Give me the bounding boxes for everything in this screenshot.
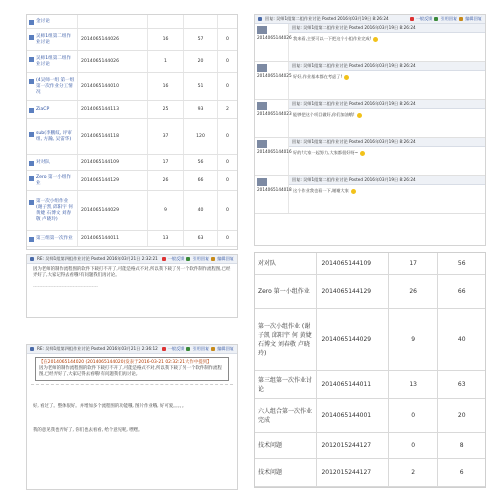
- post-two-actions: [162, 346, 234, 352]
- reply-text-content: 能够把这个项目做好,你们加油哦!: [293, 112, 355, 117]
- topic-id-cell: 2014065144109: [77, 155, 147, 170]
- reply-header-bar: [255, 15, 485, 24]
- extra-count-cell: 0: [217, 51, 237, 72]
- reply-content: [289, 176, 485, 213]
- reply-count-cell: [147, 15, 183, 28]
- edit-icon: [459, 17, 463, 21]
- topic-title-cell[interactable]: [255, 459, 316, 486]
- reply-count-cell: 26: [147, 171, 183, 190]
- post-two-header-bar: [27, 345, 237, 354]
- reply-author: [255, 100, 292, 137]
- view-count-cell: 66: [437, 275, 485, 308]
- topic-id-cell: 2014065144001: [316, 399, 387, 432]
- view-count-cell: 93: [183, 101, 217, 118]
- quote-icon: [434, 17, 438, 21]
- topic-table-bottom-right: [254, 252, 486, 488]
- extra-count-cell: 0: [217, 191, 237, 230]
- topic-title[interactable]: 六人组合第一次作业完成: [258, 407, 313, 424]
- extra-count-cell: 0: [217, 29, 237, 50]
- reply-content: [289, 138, 485, 175]
- post-one-signature: -----------------------------------------: [33, 285, 98, 290]
- topic-icon: [29, 57, 34, 62]
- topic-title-cell[interactable]: [255, 253, 316, 274]
- view-count-cell: 63: [183, 231, 217, 246]
- reply-bar: [289, 176, 485, 185]
- topic-title[interactable]: ZiaCP: [36, 106, 50, 112]
- reply-text: [289, 33, 485, 45]
- topic-title[interactable]: 第三组第一次作业: [36, 235, 73, 241]
- topic-title-cell[interactable]: [27, 174, 77, 188]
- table-row[interactable]: [255, 459, 485, 487]
- post-one: [26, 254, 238, 318]
- topic-id-cell: 2014065144026: [77, 51, 147, 72]
- reply-count-cell: 17: [388, 253, 438, 274]
- reply-item: [255, 62, 485, 100]
- reply-text-content: 好好,作业基本都在考虑了!: [293, 74, 343, 79]
- reply-item: [255, 24, 485, 62]
- emoticon-icon: [357, 113, 362, 118]
- reply-content: [289, 24, 485, 61]
- topic-id-cell: 2012015244127: [316, 459, 387, 486]
- extra-count-cell: 0: [217, 119, 237, 154]
- reply-author: [255, 176, 292, 213]
- feedback-icon: [410, 17, 414, 21]
- topic-id-cell: 2014065144129: [77, 171, 147, 190]
- reply-author: [255, 62, 292, 99]
- feedback-link[interactable]: 一般反馈: [167, 256, 185, 261]
- extra-count-cell: [217, 15, 237, 28]
- reply-text-content: 我来看,主要可以一下把这个小组作业完成!: [293, 36, 372, 41]
- topic-icon: [29, 108, 34, 113]
- topic-id-cell: 2014065144026: [77, 29, 147, 50]
- feedback-icon: [162, 257, 166, 261]
- reply-count-cell: 2: [388, 459, 438, 486]
- view-count-cell: 66: [183, 171, 217, 190]
- table-row[interactable]: [255, 371, 485, 399]
- topic-id-cell: 2012015244127: [316, 433, 387, 458]
- topic-id-cell: 2014065144129: [316, 275, 387, 308]
- reply-count-cell: 17: [147, 155, 183, 170]
- reply-count-cell: 0: [388, 433, 438, 458]
- reply-bar-title: 回复: 吴师1组第二组作业讨论 Posted 2016年03月19日 8:26:24: [292, 139, 416, 144]
- reply-count-cell: 13: [147, 231, 183, 246]
- table-row[interactable]: [27, 171, 237, 191]
- extra-count-cell: 2: [217, 101, 237, 118]
- view-count-cell: [183, 15, 217, 28]
- divider: [31, 384, 233, 385]
- table-row[interactable]: [27, 101, 237, 119]
- table-row[interactable]: [27, 29, 237, 51]
- topic-title-cell[interactable]: [255, 399, 316, 432]
- reply-item: [255, 176, 485, 214]
- reply-text: [289, 71, 485, 83]
- topic-title[interactable]: 金讨论: [36, 18, 50, 24]
- reply-bar-title: 回复: 吴师1组第二组作业讨论 Posted 2016年03月19日 8:26:24: [292, 101, 416, 106]
- topic-id-cell: 2014065144113: [77, 101, 147, 118]
- reply-content: [289, 100, 485, 137]
- topic-title-cell[interactable]: [27, 106, 77, 114]
- extra-count-cell: 0: [217, 231, 237, 246]
- edit-icon: [211, 257, 215, 261]
- reply-text: [289, 185, 485, 197]
- topic-title-cell[interactable]: [27, 198, 77, 224]
- edit-reply-link[interactable]: 编辑回复: [217, 256, 234, 261]
- reply-count-cell: 13: [388, 371, 438, 398]
- quote-reply-link[interactable]: 引用回复: [440, 16, 458, 21]
- topic-title-cell[interactable]: [255, 371, 316, 398]
- topic-title[interactable]: (4吴师一组 第一组 第一次作业分工情况: [36, 77, 75, 95]
- topic-icon: [29, 237, 34, 242]
- reply-bar: [289, 100, 485, 109]
- view-count-cell: 20: [437, 399, 485, 432]
- view-count-cell: 8: [437, 433, 485, 458]
- post-two-body: 好, 看过了。整体很好。并增加多个流程图的功能哦, 图片作业哦, 好可爱。。。。。: [33, 404, 187, 409]
- emoticon-icon: [373, 37, 378, 42]
- reply-count-cell: 9: [147, 191, 183, 230]
- topic-title[interactable]: 吴师1组第二组作业讨论: [36, 55, 72, 67]
- reply-bar: [289, 62, 485, 71]
- post-one-actions: [162, 256, 234, 262]
- topic-title[interactable]: 第一次小组作业 (谢子凯 邱阳宇 何 黄婕 石博文 刘春敬 卢晓玲): [258, 322, 312, 357]
- view-count-cell: 6: [437, 459, 485, 486]
- post-one-header-bar: [27, 255, 237, 264]
- reply-author-id[interactable]: 2014065144026: [257, 35, 292, 40]
- post-two-footer: 我的意见我也弄好了, 你们也去看看, 给个意见呢, 嘿嘿。: [33, 428, 143, 433]
- reply-author: [255, 24, 292, 61]
- reply-count-cell: 26: [388, 275, 438, 308]
- emoticon-icon: [351, 189, 356, 194]
- topic-title-cell[interactable]: [27, 33, 77, 47]
- reply-actions: [410, 16, 482, 22]
- topic-icon: [29, 79, 34, 84]
- table-row[interactable]: [255, 399, 485, 433]
- view-count-cell: 63: [437, 371, 485, 398]
- quote-text: 因为老师的制作流程图的软件下载打不开了,可能是格式不对,所以我下载了另一个软件制作流程图,已经弄好了,大家记得去看哦!有问题我们再讨论。: [39, 366, 222, 377]
- topic-id-cell: 2014065144109: [316, 253, 387, 274]
- view-count-cell: 120: [183, 119, 217, 154]
- topic-title[interactable]: Zero 第一小组作业: [258, 288, 310, 295]
- topic-title-cell[interactable]: [27, 130, 77, 144]
- table-row[interactable]: [27, 191, 237, 231]
- reply-author-id[interactable]: 2014065144023: [257, 111, 292, 116]
- table-row[interactable]: [255, 433, 485, 459]
- post-icon: [30, 257, 34, 261]
- avatar: [257, 26, 267, 34]
- topic-icon: [29, 35, 34, 40]
- topic-id-cell: 2014065144010: [77, 73, 147, 100]
- topic-table-top-left: [26, 14, 238, 250]
- feedback-link[interactable]: 一般反馈: [415, 16, 433, 21]
- reply-count-cell: 0: [388, 399, 438, 432]
- view-count-cell: 57: [183, 29, 217, 50]
- reply-author-id[interactable]: 2014065144016: [257, 149, 292, 154]
- topic-title-cell[interactable]: [27, 235, 77, 243]
- reply-count-cell: 1: [147, 51, 183, 72]
- topic-title-cell[interactable]: [27, 159, 77, 167]
- reply-bar: [289, 24, 485, 33]
- reply-item: [255, 138, 485, 176]
- avatar: [257, 64, 267, 72]
- view-count-cell: 56: [437, 253, 485, 274]
- view-count-cell: 20: [183, 51, 217, 72]
- topic-icon: [29, 132, 34, 137]
- topic-title-cell[interactable]: [255, 275, 316, 308]
- view-count-cell: 56: [183, 155, 217, 170]
- post-icon: [258, 17, 262, 21]
- avatar: [257, 140, 267, 148]
- reply-content: [289, 62, 485, 99]
- topic-title[interactable]: 技术问题: [258, 469, 283, 476]
- reply-text: [289, 109, 485, 121]
- topic-id-cell: [77, 15, 147, 28]
- reply-item: [255, 100, 485, 138]
- reply-bar-title: 回复: 吴师1组第二组作业讨论 Posted 2016年03月19日 8:26:24: [292, 25, 416, 30]
- reply-text: [289, 147, 485, 159]
- reply-bar-title: 回复: 吴师1组第二组作业讨论 Posted 2016年03月19日 8:26:24: [292, 63, 416, 68]
- topic-icon: [29, 161, 34, 166]
- topic-icon: [29, 20, 34, 25]
- view-count-cell: 40: [183, 191, 217, 230]
- topic-id-cell: 2014065144011: [316, 371, 387, 398]
- reply-list-panel: [254, 14, 486, 246]
- feedback-icon: [162, 347, 166, 351]
- topic-icon: [29, 176, 34, 181]
- table-row[interactable]: [27, 231, 237, 247]
- table-row[interactable]: [27, 51, 237, 73]
- reply-count-cell: 25: [147, 101, 183, 118]
- topic-title-cell[interactable]: [27, 77, 77, 97]
- topic-title[interactable]: 第三组第一次作业讨论: [258, 376, 313, 393]
- emoticon-icon: [360, 151, 365, 156]
- extra-count-cell: 0: [217, 155, 237, 170]
- topic-title-cell[interactable]: [255, 433, 316, 458]
- topic-title[interactable]: 对对队: [258, 260, 277, 267]
- extra-count-cell: 0: [217, 171, 237, 190]
- avatar: [257, 102, 267, 110]
- reply-author-id[interactable]: 2014065144025: [257, 73, 292, 78]
- quote-header: 【在2014065144020 (2014065144020)发表于2016-03-21 02:32:21大作中提到】: [39, 360, 212, 365]
- reply-count-cell: 37: [147, 119, 183, 154]
- extra-count-cell: 0: [217, 73, 237, 100]
- edit-reply-link[interactable]: 编辑回复: [217, 346, 234, 351]
- table-row[interactable]: [255, 253, 485, 275]
- reply-count-cell: 16: [147, 29, 183, 50]
- topic-icon: [29, 200, 34, 205]
- feedback-link[interactable]: 一般反馈: [167, 346, 185, 351]
- view-count-cell: 51: [183, 73, 217, 100]
- post-icon: [30, 347, 34, 351]
- reply-count-cell: 16: [147, 73, 183, 100]
- quote-reply-link[interactable]: 引用回复: [192, 256, 210, 261]
- topic-title-cell[interactable]: [27, 55, 77, 69]
- topic-id-cell: 2014065144029: [77, 191, 147, 230]
- reply-author-id[interactable]: 2014065144018: [257, 187, 292, 192]
- quote-icon: [186, 257, 190, 261]
- topic-title-cell[interactable]: [27, 18, 77, 26]
- reply-text-content: 这个作业我也看一下,谢谢大家: [293, 188, 349, 193]
- topic-id-cell: 2014065144029: [316, 309, 387, 370]
- post-two-header: RE: 吴师1组第四组作业讨论 Posted 2016年03月21日 2:36:12: [37, 346, 158, 351]
- table-row[interactable]: [27, 119, 237, 155]
- reply-items: [255, 24, 485, 214]
- table-row[interactable]: [255, 309, 485, 371]
- reply-bar: [289, 138, 485, 147]
- post-one-body: 因为老师的制作流程图的软件下载打不开了,可能是格式不对,所以我下载了另一个软件制作流程图,已经弄好了,大家记得去看哦!有问题我们再讨论。: [33, 267, 231, 278]
- emoticon-icon: [344, 75, 349, 80]
- table-row[interactable]: [255, 275, 485, 309]
- edit-reply-link[interactable]: 编辑回复: [465, 16, 482, 21]
- topic-id-cell: 2014065144011: [77, 231, 147, 246]
- avatar: [257, 178, 267, 186]
- reply-text-content: 好的!大家一起努力,大家都很好呀~: [293, 150, 359, 155]
- table-row[interactable]: [27, 73, 237, 101]
- reply-bar-title: 回复: 吴师1组第二组作业讨论 Posted 2016年03月19日 8:26:24: [292, 177, 416, 182]
- view-count-cell: 40: [437, 309, 485, 370]
- topic-id-cell: 2014065144118: [77, 119, 147, 154]
- quote-reply-link[interactable]: 引用回复: [192, 346, 210, 351]
- quote-block: [35, 357, 229, 381]
- reply-author: [255, 138, 292, 175]
- table-row[interactable]: [27, 155, 237, 171]
- topic-title[interactable]: 第一次小组作业 (谢子凯 邱阳宇 何 黄婕 石博文 刘春敬 卢晓玲): [36, 198, 73, 222]
- reply-count-cell: 9: [388, 309, 438, 370]
- topic-title[interactable]: Zero 第一小组作业: [36, 174, 72, 186]
- post-two: [26, 344, 238, 490]
- quote-icon: [186, 347, 190, 351]
- post-one-header: RE: 吴师1组第四组作业讨论 Posted 2016年03月21日 2:32:21: [37, 256, 158, 261]
- topic-title[interactable]: 吴师1组第二组作业讨论: [36, 33, 72, 45]
- topic-title[interactable]: 对对队: [36, 159, 50, 165]
- topic-title-cell[interactable]: [255, 309, 316, 370]
- topic-title[interactable]: sub(李鹏纹, 评审组, 方瀚, 吴雷华): [36, 130, 72, 142]
- table-row[interactable]: [27, 15, 237, 29]
- topic-title[interactable]: 技术问题: [258, 442, 283, 449]
- reply-header-title: 回复: 吴师1组第二组作业讨论 Posted 2016年03月19日 8:26:24: [265, 16, 389, 21]
- edit-icon: [211, 347, 215, 351]
